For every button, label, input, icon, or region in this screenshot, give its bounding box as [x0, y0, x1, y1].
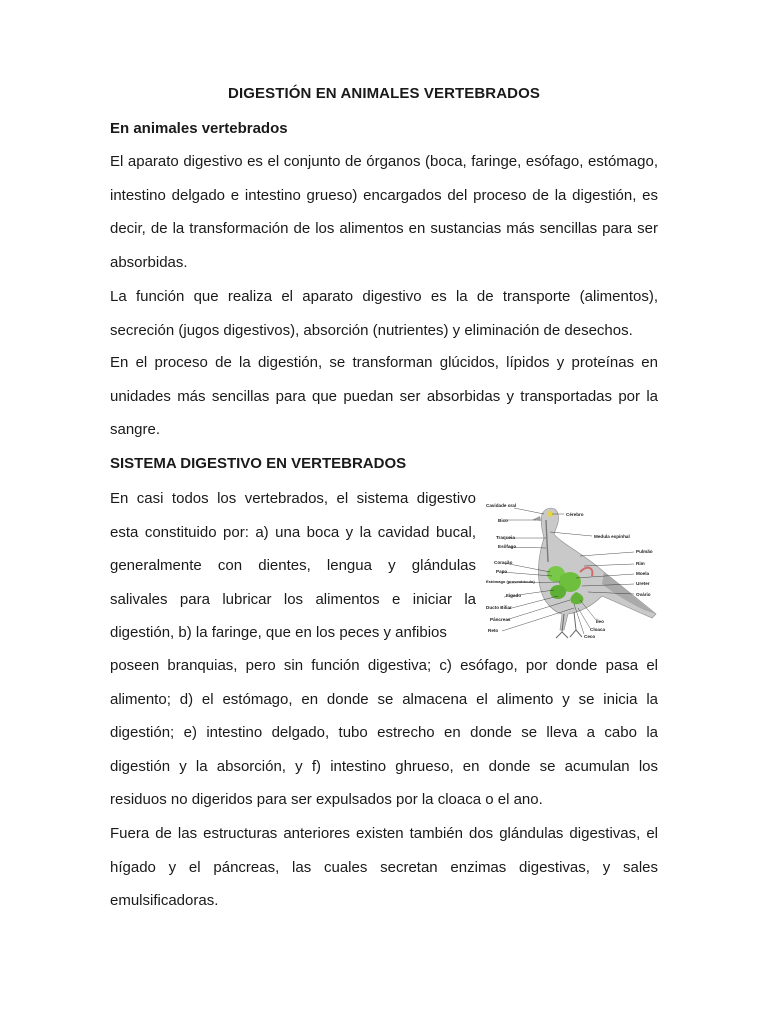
paragraph-sistema-continued: poseen branquias, pero sin función digestiva; c) esófago, por donde pasa el alimento; d) el estómago, en donde se almacena el alimento y se inicia la digestión; e) intestino delgado, tubo estrecho en donde se lleva a cabo la digestión y la absorción, y f) intestino ghrueso, en donde se acumulan los residuos no digeridos para ser expulsados por la cloaca o el ano. [110, 657, 658, 809]
label-cavidade-oral: Cavidade oral [486, 503, 517, 508]
label-cerebro: Cérebro [566, 512, 584, 517]
label-ducto-biliar: Ducto Biliar [486, 605, 512, 610]
label-coracao: Coração [494, 560, 513, 565]
label-bico: Bico [498, 518, 508, 523]
document-title: DIGESTIÓN EN ANIMALES VERTEBRADOS [228, 85, 540, 102]
paragraph-sistema-wrapped: En casi todos los vertebrados, el sistema digestivo esta constituido por: a) una boca y la cavidad bucal, generalmente con dientes, lengua y glándulas salivales para lubricar los alimentos e iniciar la digestión, b) la faringe, que en los peces y anfibios [110, 490, 476, 642]
paragraph-aparato-digestivo: El aparato digestivo es el conjunto de órganos (boca, faringe, esófago, estómago, intestino delgado e intestino grueso) encargados del proceso de la digestión, es decir, de la transformación de los alimentos en sustancias más sencillas para ser absorbidas. [110, 153, 658, 271]
label-esofago: Esôfago [498, 544, 517, 549]
label-reto: Reto [488, 628, 499, 633]
label-ureter: Ureter [636, 581, 650, 586]
paragraph-funcion: La función que realiza el aparato digestivo es la de transporte (alimentos), secreción (jugos digestivos), absorción (nutrientes) y eliminación de desechos. [110, 288, 658, 339]
paragraph-glandulas: Fuera de las estructuras anteriores existen también dos glándulas digestivas, el hígado y el páncreas, las cuales secretan enzimas digestivas, y sales emulsificadoras. [110, 825, 658, 910]
label-traqueia: Traqueia [496, 535, 515, 540]
label-pancreas: Pâncreas [490, 617, 511, 622]
bird-anatomy-illustration [484, 492, 664, 642]
section-heading-vertebrados: En animales vertebrados [110, 120, 288, 137]
label-moela: Moela [636, 571, 650, 576]
label-rim: Rim [636, 561, 645, 566]
paragraph-proceso-digestion: En el proceso de la digestión, se transforman glúcidos, lípidos y proteínas en unidades más sencillas para que puedan ser absorbidas y transportadas por la sangre. [110, 354, 658, 439]
label-ileo: Íleo [596, 619, 604, 624]
label-cloaca: Cloaca [590, 627, 606, 632]
label-figado: Fígado [506, 593, 522, 598]
label-pulmao: Pulmão [636, 549, 653, 554]
label-estomago: Estômago (proventrículo) [486, 579, 535, 584]
label-ovario: Ovário [636, 592, 651, 597]
label-ceco: Ceco [584, 634, 596, 639]
section-heading-sistema-digestivo: SISTEMA DIGESTIVO EN VERTEBRADOS [110, 455, 407, 472]
bird-digestive-system-diagram [484, 492, 664, 642]
label-medula: Medula espinhal [594, 534, 630, 539]
label-papo: Papo [496, 569, 508, 574]
